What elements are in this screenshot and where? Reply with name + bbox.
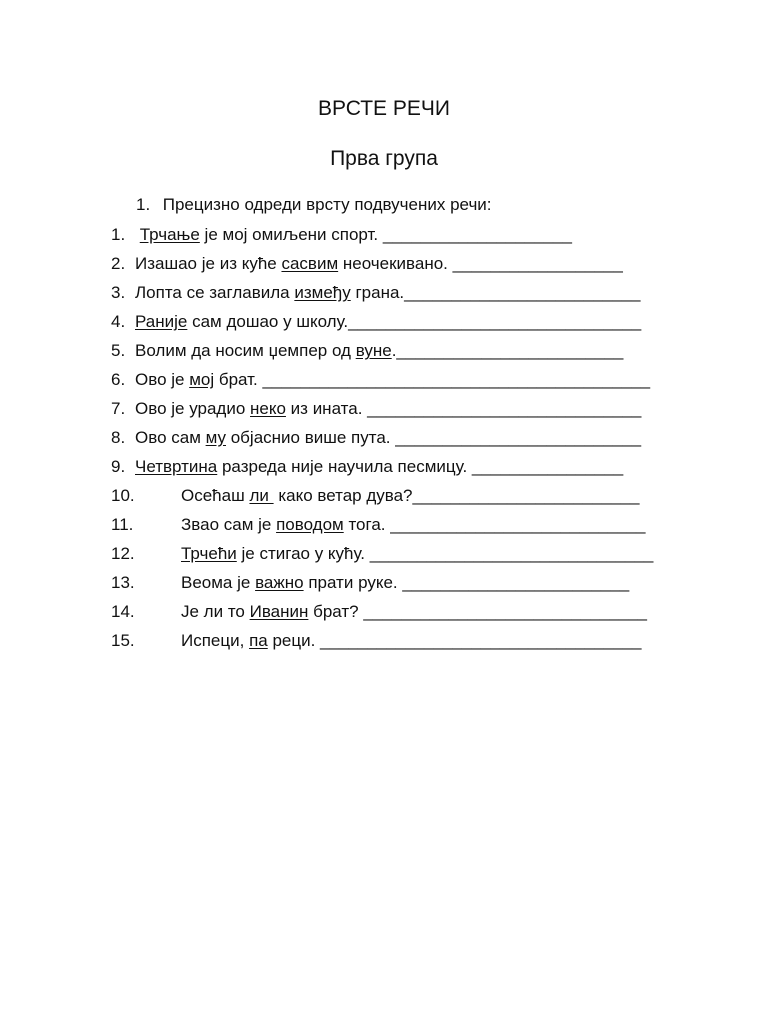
underlined-word: Трчећи xyxy=(181,544,237,563)
item-text-after: неочекивано. __________________ xyxy=(338,254,623,273)
item-text xyxy=(135,368,650,392)
item-text-after: сам дошао у школу._______________________________ xyxy=(187,312,642,331)
item-text xyxy=(181,600,647,624)
item-number: 6. xyxy=(111,370,126,389)
underlined-word: између xyxy=(294,283,351,302)
item-text xyxy=(135,252,623,276)
item-number: 15. xyxy=(111,631,135,650)
underlined-word: вуне xyxy=(355,341,392,360)
item-text xyxy=(181,629,642,653)
item-text xyxy=(181,484,639,508)
item-text xyxy=(135,339,623,363)
item-text-after: брат. _________________________________________ xyxy=(214,370,651,389)
item-number: 7. xyxy=(111,399,126,418)
underlined-word: Иванин xyxy=(249,602,309,621)
item-text xyxy=(181,513,646,537)
item-number: 5. xyxy=(111,341,126,360)
item-text-before: Ово је урадио xyxy=(135,399,251,418)
item-text xyxy=(181,542,653,566)
item-text-after: како ветар дува?________________________ xyxy=(273,486,640,505)
item-number: 3. xyxy=(111,283,126,302)
item-text-before: Ово сам xyxy=(135,428,206,447)
item-text-after: је стигао у кућу. ______________________________ xyxy=(236,544,654,563)
item-text xyxy=(135,426,641,450)
document-title: ВРСТЕ РЕЧИ xyxy=(317,97,451,120)
item-text-after: је мој омиљени спорт. ____________________ xyxy=(199,225,572,244)
item-text xyxy=(135,310,641,334)
item-text-before: Звао сам је xyxy=(181,515,277,534)
instruction-text: Прецизно одреди врсту подвучених речи: xyxy=(162,195,492,214)
item-text-after: објаснио више пута. __________________________ xyxy=(226,428,642,447)
item-text-before: Осећаш xyxy=(181,486,250,505)
item-number: 8. xyxy=(111,428,126,447)
underlined-word: важно xyxy=(255,573,304,592)
item-text-after: .________________________ xyxy=(391,341,624,360)
item-text-after: реци. __________________________________ xyxy=(267,631,642,650)
item-text-after: из ината. _____________________________ xyxy=(285,399,642,418)
item-text-before: Је ли то xyxy=(181,602,250,621)
item-text-before: Веома је xyxy=(181,573,256,592)
item-text-after: прати руке. ________________________ xyxy=(303,573,630,592)
item-text-before: Испеци, xyxy=(181,631,250,650)
item-text xyxy=(135,455,623,479)
underlined-word: му xyxy=(205,428,226,447)
underlined-word: неко xyxy=(250,399,286,418)
item-number: 1. xyxy=(111,225,126,244)
item-text xyxy=(181,571,629,595)
item-number: 11. xyxy=(111,515,134,534)
item-text-before: Ово је xyxy=(135,370,190,389)
instruction-number: 1. xyxy=(136,195,151,214)
item-number: 10. xyxy=(111,486,135,505)
item-number: 4. xyxy=(111,312,126,331)
item-text-before: Волим да носим џемпер од xyxy=(135,341,356,360)
underlined-word: поводом xyxy=(276,515,344,534)
item-text xyxy=(135,281,641,305)
underlined-word: па xyxy=(249,631,268,650)
item-number: 14. xyxy=(111,602,135,621)
item-text xyxy=(135,223,572,247)
item-text-after: тога. ___________________________ xyxy=(343,515,646,534)
item-text-after: разреда није научила песмицу. ________________ xyxy=(217,457,624,476)
item-text-after: грана._________________________ xyxy=(350,283,641,302)
item-text-before: Лопта се заглавила xyxy=(135,283,295,302)
underlined-word: ли xyxy=(249,486,274,505)
instruction xyxy=(136,194,492,216)
underlined-word: Раније xyxy=(135,312,188,331)
item-text-after: брат? ______________________________ xyxy=(308,602,647,621)
item-number: 13. xyxy=(111,573,135,592)
item-text xyxy=(135,397,641,421)
underlined-word: мој xyxy=(189,370,215,389)
document-subtitle: Прва група xyxy=(330,147,438,170)
item-number: 9. xyxy=(111,457,126,476)
item-number: 2. xyxy=(111,254,126,273)
item-number: 12. xyxy=(111,544,135,563)
item-text-before: Изашао је из куће xyxy=(135,254,282,273)
underlined-word: Трчање xyxy=(139,225,200,244)
underlined-word: Четвртина xyxy=(135,457,218,476)
underlined-word: сасвим xyxy=(281,254,339,273)
